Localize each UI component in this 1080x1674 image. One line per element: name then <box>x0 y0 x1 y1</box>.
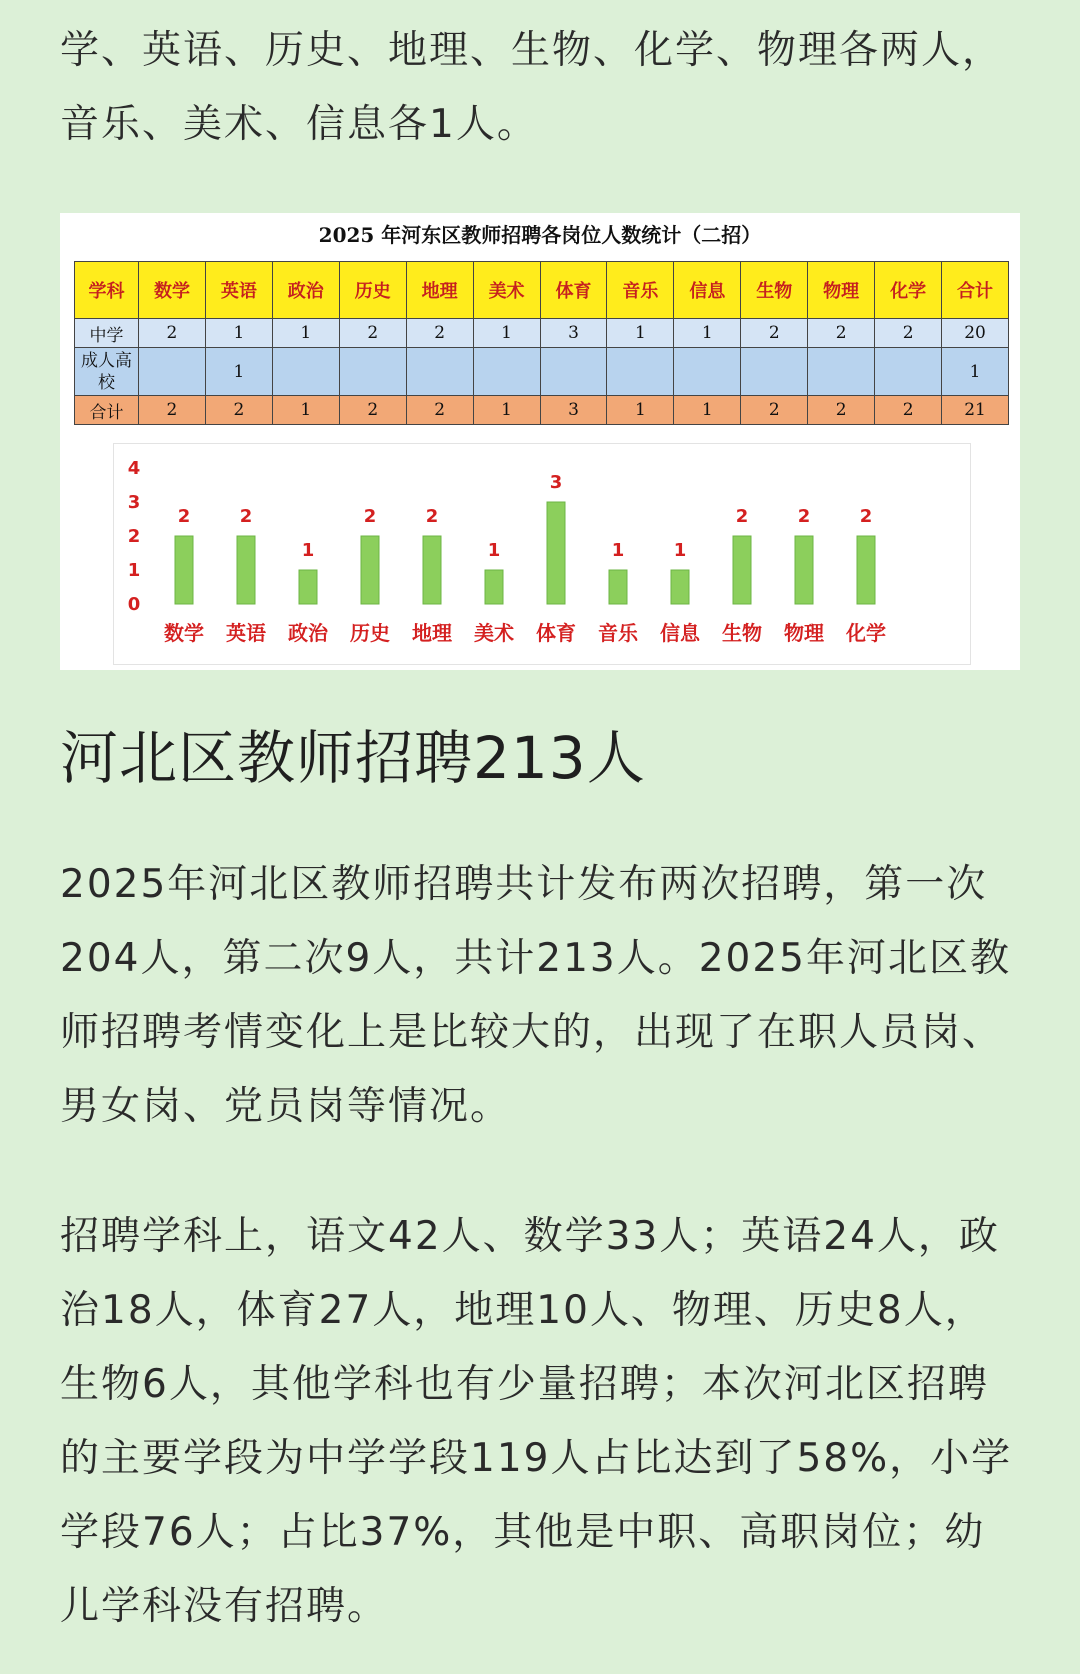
table-cell <box>607 348 674 396</box>
bar <box>175 536 193 604</box>
table-cell: 成人高校 <box>75 348 139 396</box>
table-cell: 3 <box>540 319 607 348</box>
y-tick-label: 4 <box>127 458 141 479</box>
data-label: 2 <box>425 506 439 527</box>
paragraph-recruitment-overview: 2025年河北区教师招聘共计发布两次招聘，第一次204人，第二次9人，共计213人。2025年河北区教师招聘考情变化上是比较大的，出现了在职人员岗、男女岗、党员岗等情况。 <box>60 862 1011 1129</box>
x-tick-label: 信息 <box>660 621 700 645</box>
table-cell: 1 <box>205 348 272 396</box>
table-cell: 3 <box>540 396 607 425</box>
table-cell: 2 <box>139 396 206 425</box>
data-label: 2 <box>797 506 811 527</box>
table-row-total <box>75 396 1009 425</box>
x-tick-label: 音乐 <box>598 621 638 645</box>
table-cell: 1 <box>942 348 1009 396</box>
bar <box>795 536 813 604</box>
bar <box>423 536 441 604</box>
bar <box>299 570 317 604</box>
data-label: 1 <box>611 540 625 561</box>
table-cell: 21 <box>942 396 1009 425</box>
header-cell: 英语 <box>205 262 272 319</box>
stats-table <box>74 261 1009 425</box>
header-cell: 历史 <box>339 262 406 319</box>
table-cell <box>540 348 607 396</box>
table-cell: 2 <box>406 396 473 425</box>
header-cell: 音乐 <box>607 262 674 319</box>
table-cell: 20 <box>942 319 1009 348</box>
header-cell: 合计 <box>942 262 1009 319</box>
table-cell: 1 <box>607 319 674 348</box>
table-cell: 2 <box>139 319 206 348</box>
table-cell: 2 <box>875 396 942 425</box>
data-label: 2 <box>363 506 377 527</box>
table-row-middle-school <box>75 319 1009 348</box>
paragraph-subject-breakdown: 招聘学科上，语文42人、数学33人；英语24人，政治18人，体育27人，地理10人、物理、历史8人，生物6人，其他学科也有少量招聘；本次河北区招聘的主要学段为中学学段119人占比达到了58%，小学学段76人；占比37%，其他是中职、高职岗位；幼儿学科没有招聘。 <box>60 1214 1013 1629</box>
header-cell: 生物 <box>741 262 808 319</box>
table-header-row <box>75 262 1009 319</box>
y-tick-label: 0 <box>127 594 141 615</box>
section-heading: 河北区教师招聘213人 <box>60 724 646 792</box>
header-cell: 信息 <box>674 262 741 319</box>
table-cell: 2 <box>339 396 406 425</box>
header-cell: 化学 <box>875 262 942 319</box>
bar <box>857 536 875 604</box>
table-cell <box>272 348 339 396</box>
table-cell: 2 <box>741 396 808 425</box>
table-cell: 2 <box>406 319 473 348</box>
table-cell: 1 <box>473 396 540 425</box>
header-cell: 数学 <box>139 262 206 319</box>
y-tick-label: 1 <box>127 560 141 581</box>
y-tick-label: 2 <box>127 526 141 547</box>
data-label: 3 <box>549 472 563 493</box>
data-label: 2 <box>239 506 253 527</box>
bar <box>609 570 627 604</box>
header-cell: 体育 <box>540 262 607 319</box>
table-title: 2025 年河东区教师招聘各岗位人数统计（二招） <box>318 223 762 247</box>
data-label: 2 <box>177 506 191 527</box>
x-tick-label: 历史 <box>350 621 390 645</box>
data-label: 2 <box>735 506 749 527</box>
table-cell: 1 <box>473 319 540 348</box>
intro-paragraph: 学、英语、历史、地理、生物、化学、物理各两人，音乐、美术、信息各1人。 <box>60 28 1004 147</box>
table-cell <box>674 348 741 396</box>
data-label: 1 <box>673 540 687 561</box>
table-cell: 2 <box>875 319 942 348</box>
table-cell <box>139 348 206 396</box>
bar-chart-svg <box>114 444 970 664</box>
bar <box>485 570 503 604</box>
table-cell: 1 <box>272 319 339 348</box>
x-tick-label: 化学 <box>846 621 886 645</box>
table-cell <box>875 348 942 396</box>
table-cell: 2 <box>205 396 272 425</box>
table-cell: 1 <box>674 319 741 348</box>
data-label: 1 <box>301 540 315 561</box>
x-tick-label: 美术 <box>474 621 514 645</box>
table-cell <box>808 348 875 396</box>
header-cell: 美术 <box>473 262 540 319</box>
bar <box>671 570 689 604</box>
table-cell: 2 <box>808 319 875 348</box>
x-tick-label: 英语 <box>226 621 266 645</box>
table-cell: 1 <box>205 319 272 348</box>
table-cell: 2 <box>339 319 406 348</box>
bar-chart <box>113 443 971 665</box>
data-label: 2 <box>859 506 873 527</box>
header-cell: 学科 <box>75 262 139 319</box>
x-tick-label: 生物 <box>722 621 762 645</box>
table-cell <box>741 348 808 396</box>
table-cell: 1 <box>607 396 674 425</box>
bar <box>733 536 751 604</box>
table-cell <box>339 348 406 396</box>
y-tick-label: 3 <box>127 492 141 513</box>
x-tick-label: 政治 <box>288 621 328 645</box>
header-cell: 物理 <box>808 262 875 319</box>
table-cell: 合计 <box>75 396 139 425</box>
table-cell: 1 <box>272 396 339 425</box>
table-cell: 1 <box>674 396 741 425</box>
x-tick-label: 物理 <box>784 621 824 645</box>
table-cell <box>406 348 473 396</box>
x-tick-label: 地理 <box>412 621 452 645</box>
x-tick-label: 数学 <box>164 621 204 645</box>
bar <box>237 536 255 604</box>
table-cell: 2 <box>741 319 808 348</box>
table-row-adult-college <box>75 348 1009 396</box>
bar <box>361 536 379 604</box>
header-cell: 地理 <box>406 262 473 319</box>
data-label: 1 <box>487 540 501 561</box>
table-cell <box>473 348 540 396</box>
table-cell: 2 <box>808 396 875 425</box>
header-cell: 政治 <box>272 262 339 319</box>
x-tick-label: 体育 <box>536 621 576 645</box>
table-cell: 中学 <box>75 319 139 348</box>
bar <box>547 502 565 604</box>
stats-figure <box>60 213 1020 670</box>
